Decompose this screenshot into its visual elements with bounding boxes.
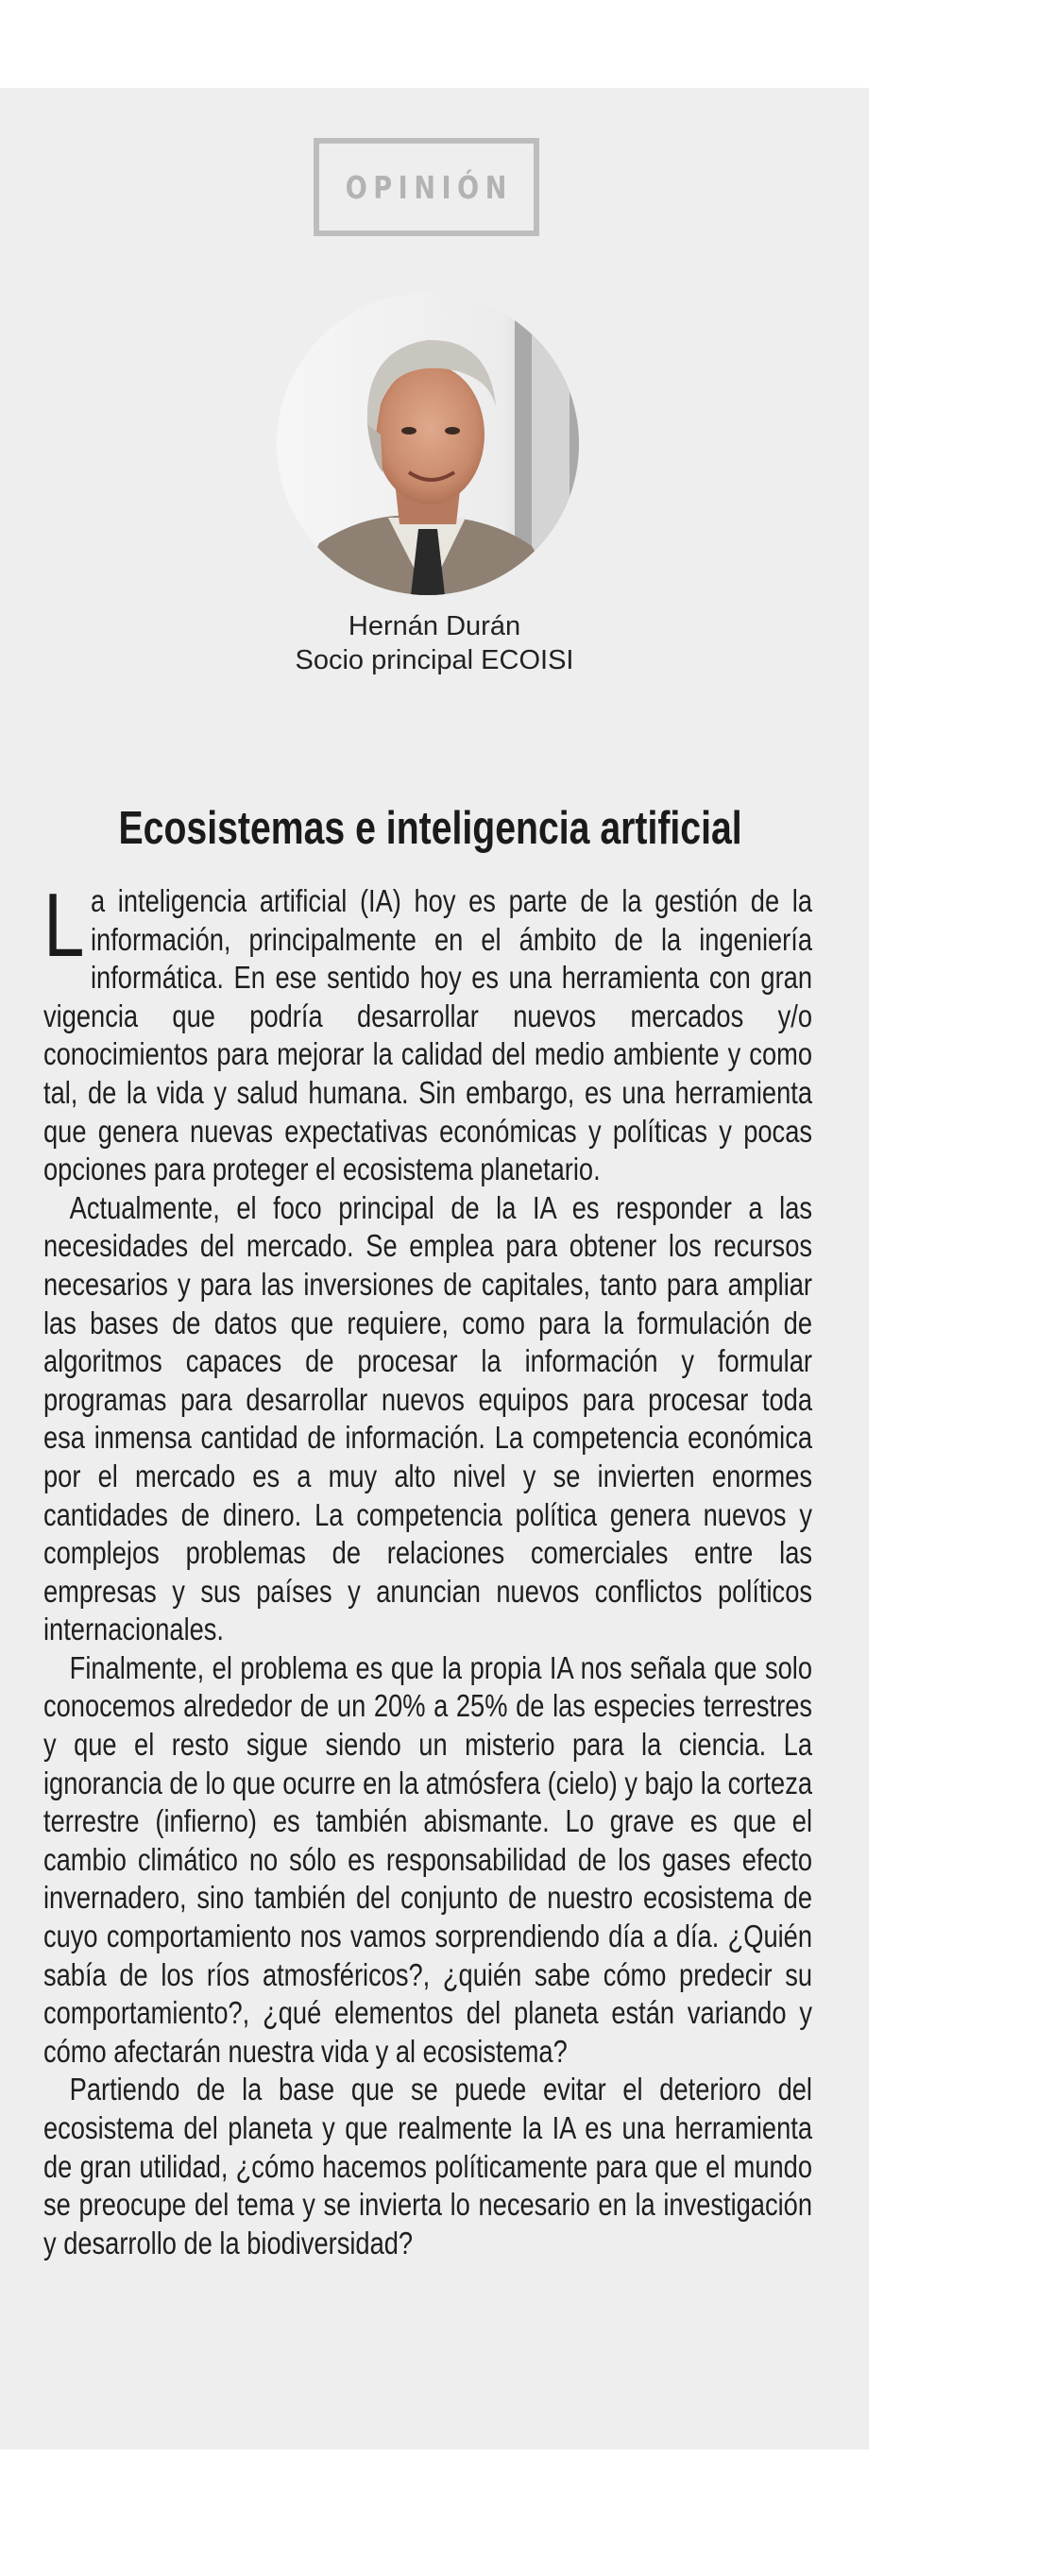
- article-paragraph-2-text: Actualmente, el foco principal de la IA es responder a las necesidades del mercado. Se emplea para obtener los recursos necesarios y para las inversiones de capitales, tanto para ampliar las bases de datos que requiere, como para la formulación de algoritmos capaces de procesar la información y formular programas para desarrollar nuevos equipos para procesar toda esa inmensa cantidad de información. La competencia económica por el mercado es a muy alto nivel y se invierten enormes cantidades de dinero. La competencia política genera nuevos y complejos problemas de relaciones comerciales entre las empresas y sus países y anuncian nuevos conflictos políticos internacionales.: [43, 1190, 812, 1648]
- article-paragraph-1: [43, 875, 812, 1190]
- article-paragraph-4: [43, 2072, 812, 2263]
- drop-cap: L: [43, 875, 85, 976]
- author-name: Hernán Durán: [348, 611, 521, 641]
- article-paragraph-3-text: Finalmente, el problema es que la propia IA nos señala que solo conocemos alrededor de un 20% a 25% de las especies terrestres y que el resto sigue siendo un misterio para la ciencia. La ignorancia de lo que ocurre en la atmósfera (cielo) y bajo la corteza terrestre (infierno) es también abismante. Lo grave es que el cambio climático no sólo es responsabilidad de los gases efecto invernadero, sino también del conjunto de nuestro ecosistema de cuyo comportamiento nos vamos sorprendiendo día a día. ¿Quién sabía de los ríos atmosféricos?, ¿quién sabe cómo predecir su comportamiento?, ¿qué elementos del planeta están variando y cómo afectarán nuestra vida y al ecosistema?: [43, 1650, 812, 2070]
- author-role: Socio principal ECOISI: [295, 645, 574, 675]
- author-photo: [277, 293, 579, 595]
- author-portrait-image: [277, 293, 579, 595]
- article-paragraph-4-text: Partiendo de la base que se puede evitar el deterioro del ecosistema del planeta y que realmente la IA es una herramienta de gran utilidad, ¿cómo hacemos políticamente para que el mundo se preocupe del tema y se invierta lo necesario en la investigación y desarrollo de la biodiversidad?: [43, 2073, 812, 2261]
- section-label: OPINIÓN: [346, 168, 514, 206]
- article-paragraph-3: [43, 1650, 812, 2073]
- article-title-text: Ecosistemas e inteligencia artificial: [118, 803, 743, 854]
- article-body-columns: [43, 875, 812, 2263]
- article-paragraph-2: [43, 1190, 812, 1650]
- article-paragraph-1-text: a inteligencia artificial (IA) hoy es parte de la gestión de la información, principalmente en el ámbito de la ingeniería informática. En ese sentido hoy es una herramienta con gran vigencia que podría desarrollar nuevos mercados y/o conocimientos para mejorar la calidad del medio ambiente y como tal, de la vida y salud humana. Sin embargo, es una herramienta que genera nuevas expectativas económicas y políticas y pocas opciones para proteger el ecosistema planetario.: [43, 884, 812, 1188]
- section-label-box: [314, 138, 539, 236]
- article-title: [0, 802, 861, 855]
- article-body: [43, 875, 812, 2263]
